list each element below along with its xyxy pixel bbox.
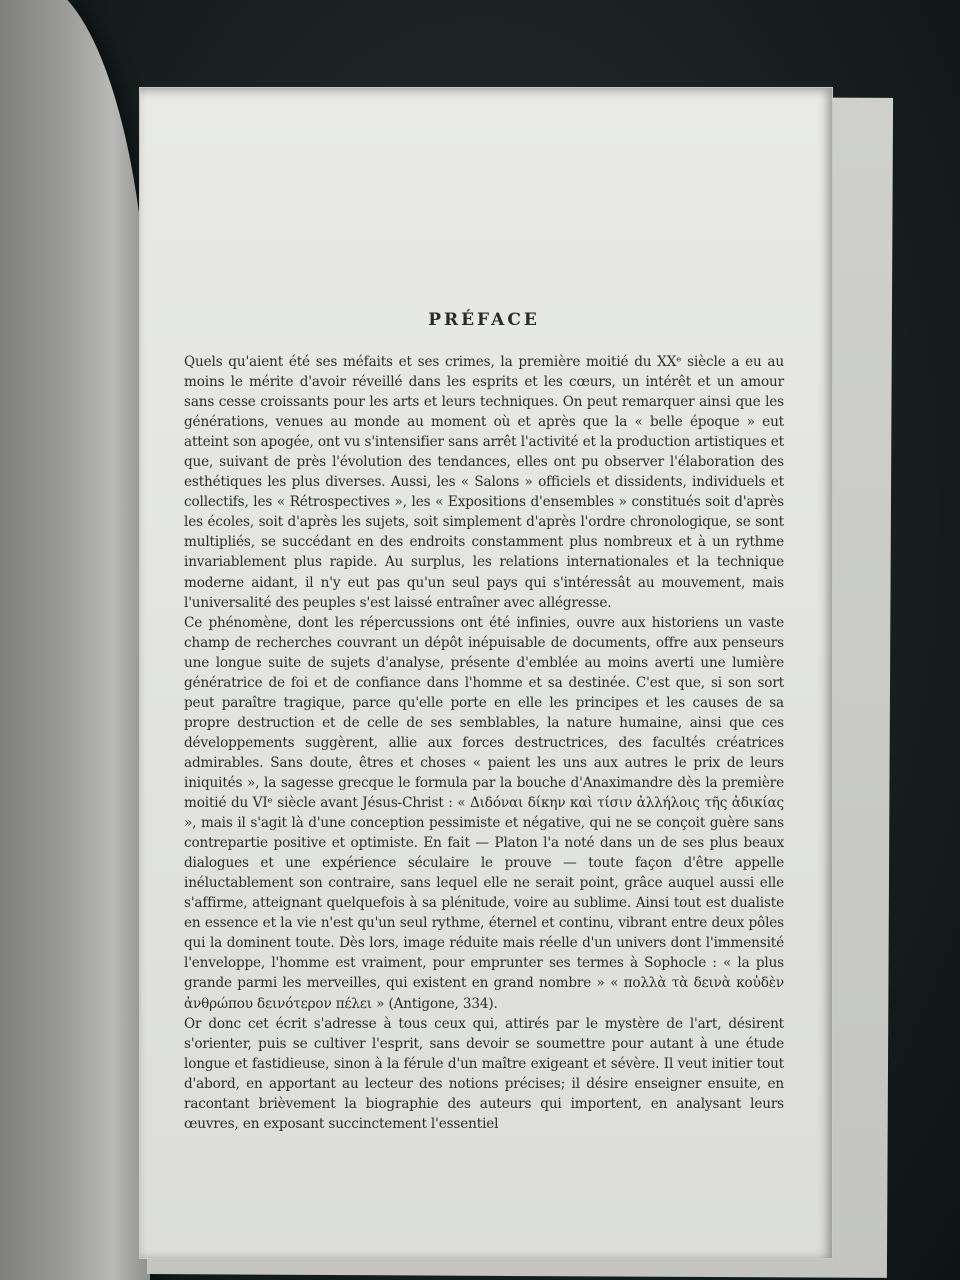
page-text-block (184, 310, 784, 1134)
page-title: PRÉFACE (428, 310, 540, 330)
book-page (140, 88, 832, 1258)
paragraph-1: Quels qu'aient été ses méfaits et ses crimes, la première moitié du XXᵉ siècle a eu au moins le mérite d'avoir réveillé dans les esprits et les cœurs, un intérêt et un amour sans cesse croissants pour les arts et leurs techniques. On peut remarquer ainsi que les générations, venues au monde au moment où et après que la « belle époque » eut atteint son apogée, ont vu s'intensifier sans arrêt l'activité et la production artistiques et que, suivant de près l'évolution des tendances, elles ont pu observer l'élaboration des esthétiques les plus diverses. Aussi, les « Salons » officiels et dissidents, individuels et collectifs, les « Rétrospectives », les « Expositions d'ensembles » constitués soit d'après les écoles, soit d'après les sujets, soit simplement d'après l'ordre chronologique, se sont multipliés, se succédant en des endroits constamment plus nombreux et à un rythme invariablement plus rapide. Au surplus, les relations internationales et la technique moderne aidant, il n'y eut pas qu'un seul pays qui s'intéressât au mouvement, mais l'universalité des peuples s'est laissé entraîner avec allégresse. (184, 354, 784, 611)
left-page-curl (0, 0, 150, 1280)
paragraph-2: Ce phénomène, dont les répercussions ont été infinies, ouvre aux historiens un vaste champ de recherches couvrant un dépôt inépuisable de documents, offre aux penseurs une longue suite de sujets d'analyse, présente d'emblée au moins averti une lumière génératrice de foi et de confiance dans l'homme et sa destinée. C'est que, si son sort peut paraître tragique, parce qu'elle porte en elle les principes et les causes de sa propre destruction et de celle de ses semblables, la nature humaine, ainsi que ces développements suggèrent, allie aux forces destructrices, des facultés créatrices admirables. Sans doute, êtres et choses « paient les uns aux autres le prix de leurs iniquités », la sagesse grecque le formula par la bouche d'Anaximandre dès la première moitié du VIᵉ siècle avant Jésus-Christ : « Διδόναι δίκην καὶ τίσιν ἀλλήλοις τῆς ἀδικίας », mais il s'agit là d'une conception pessimiste et négative, qui ne se conçoit guère sans contrepartie positive et optimiste. En fait — Platon l'a noté dans un de ses plus beaux dialogues et une expérience séculaire le prouve — toute façon d'être appelle inéluctablement son contraire, sans lequel elle ne serait point, grâce auquel aussi elle s'affirme, atteignant quelquefois à sa plénitude, voire au sublime. Ainsi tout est dualiste en essence et la vie n'est qu'un seul rythme, éternel et continu, vibrant entre deux pôles qui la dominent toute. Dès lors, image réduite mais réelle d'un univers dont l'immensité l'enveloppe, l'homme est vraiment, pour emprunter ses termes à Sophocle : « la plus grande parmi les merveilles, qui existent en grand nombre » « πολλὰ τὰ δεινὰ κοὐδὲν ἀνθρώπου δεινότερον πέλει » (Antigone, 334). (184, 614, 784, 1012)
paragraph-3: Or donc cet écrit s'adresse à tous ceux qui, attirés par le mystère de l'art, désirent s'orienter, puis se cultiver l'esprit, sans devoir se soumettre pour autant à une étude longue et fastidieuse, sinon à la férule d'un maître exigeant et sévère. Il veut initier tout d'abord, en apportant au lecteur des notions précises; il désire enseigner ensuite, en racontant brièvement la biographie des auteurs qui importent, en analysant leurs œuvres, en exposant succinctement l'essentiel (184, 1015, 784, 1132)
